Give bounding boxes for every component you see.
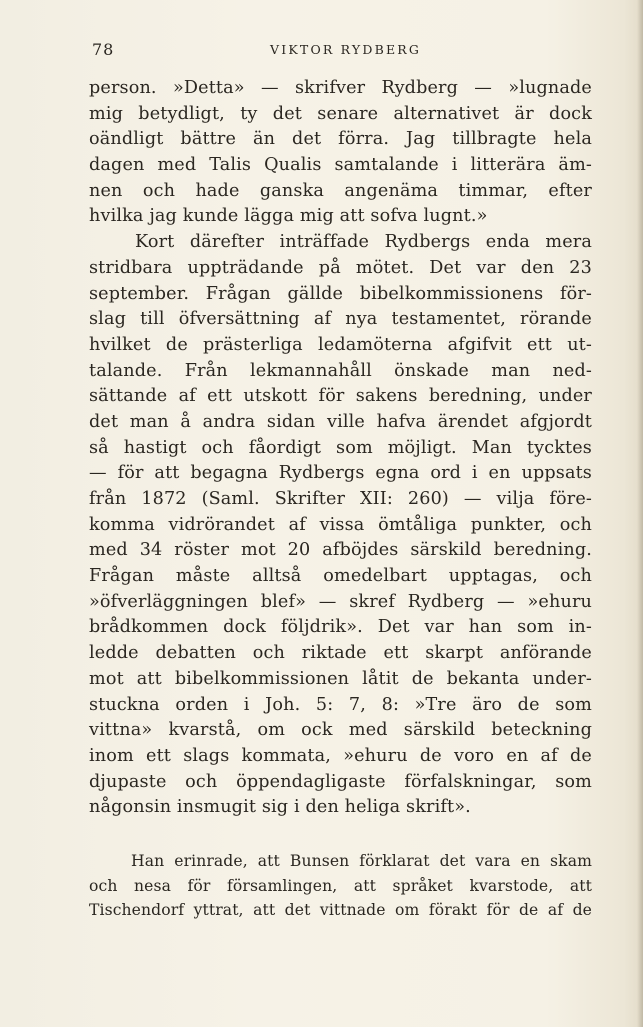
text-line: hvilka jag kunde lägga mig att sofva lugnt.» <box>89 206 488 227</box>
text-line: så hastigt och fåordigt som möjligt. Man tycktes <box>89 437 592 458</box>
text-line: ledde debatten och riktade ett skarpt anförande <box>89 643 592 664</box>
text-line: från 1872 (Saml. Skrifter XII: 260) — vilja före- <box>89 489 592 509</box>
text-line: komma vidrörandet af vissa ömtåliga punkter, och <box>89 514 592 535</box>
running-head: VIKTOR RYDBERG <box>270 42 422 57</box>
text-line: dagen med Talis Qualis samtalande i litterära äm- <box>89 155 592 176</box>
text-line: »öfverläggningen blef» — skref Rydberg — »ehuru <box>89 591 592 612</box>
text-line: oändligt bättre än det förra. Jag tillbragte hela <box>89 129 592 150</box>
text-line: brådkommen dock följdrik». Det var han som in- <box>89 617 592 638</box>
page-header <box>92 40 592 62</box>
text-line: mig betydligt, ty det senare alternativet är dock <box>89 103 592 124</box>
text-line: inom ett slags kommata, »ehuru de voro en af de <box>89 745 592 766</box>
text-line: det man å andra sidan ville hafva ärendet afgjordt <box>89 411 592 432</box>
body-text <box>89 76 592 821</box>
text-line: sättande af ett utskott för sakens beredning, under <box>89 386 592 407</box>
text-line: hvilket de prästerliga ledamöterna afgifvit ett ut- <box>89 334 592 355</box>
text-line: person. »Detta» — skrifver Rydberg — »lugnade <box>89 78 592 98</box>
text-line: mot att bibelkommissionen låtit de bekanta under- <box>89 668 592 689</box>
paragraph-start-line: Kort därefter inträffade Rydbergs enda mera <box>135 232 592 253</box>
page-number: 78 <box>92 40 115 59</box>
text-line: talande. Från lekmannahåll önskade man ned- <box>89 360 592 381</box>
small-print-line: Han erinrade, att Bunsen förklarat det vara en skam <box>131 852 592 870</box>
text-line: slag till öfversättning af nya testamentet, rörande <box>89 309 592 330</box>
text-line: vittna» kvarstå, om ock med särskild beteckning <box>89 720 592 741</box>
small-print-text <box>89 849 592 923</box>
text-line: september. Frågan gällde bibelkommissionens för- <box>89 283 592 304</box>
text-line: — för att begagna Rydbergs egna ord i en uppsats <box>89 463 592 484</box>
page-edge-shadow <box>637 0 643 1027</box>
text-line: stuckna orden i Joh. 5: 7, 8: »Tre äro de som <box>89 694 592 715</box>
text-line: någonsin insmugit sig i den heliga skrift». <box>89 797 471 818</box>
text-line: nen och hade ganska angenäma timmar, efter <box>89 180 592 201</box>
small-print-line: och nesa för församlingen, att språket kvarstode, att <box>89 876 592 895</box>
text-line: Frågan måste alltså omedelbart upptagas, och <box>89 566 592 587</box>
text-line: stridbara uppträdande på mötet. Det var den 23 <box>89 257 592 278</box>
small-print-line: Tischendorf yttrat, att det vittnade om förakt för de af de <box>89 901 592 919</box>
text-line: med 34 röster mot 20 afböjdes särskild beredning. <box>89 540 592 561</box>
text-line: djupaste och öppendagligaste förfalskningar, som <box>89 771 592 792</box>
